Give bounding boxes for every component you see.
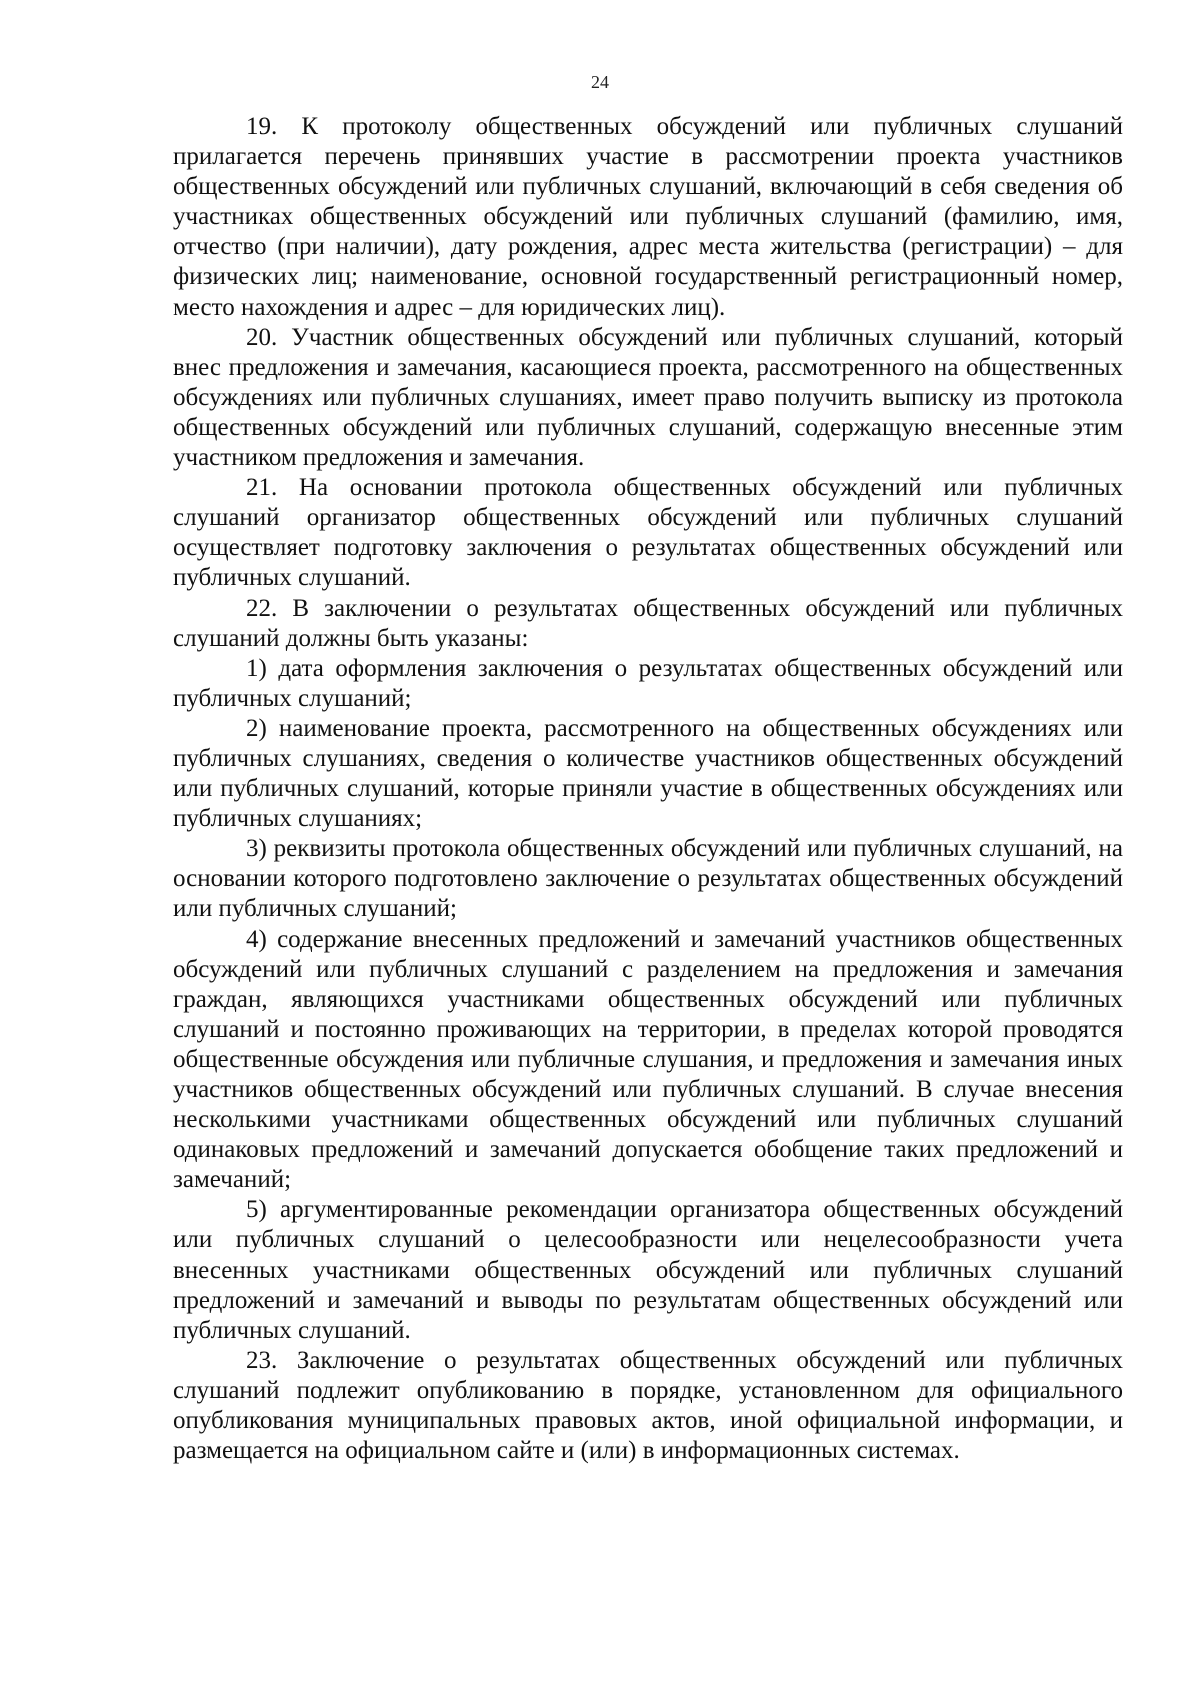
paragraph-19: 19. К протоколу общественных обсуждений или публичных слушаний прилагается перечень принявших участие в рассмотрении проекта участников общественных обсуждений или публичных слушаний, включающий в себя сведения об участниках общественных обсуждений или публичных слушаний (фамилию, имя, отчество (при наличии), дату рождения, адрес места жительства (регистрации) – для физических лиц; наименование, основной государственный регистрационный номер, место нахождения и адрес – для юридических лиц). (173, 113, 1123, 321)
list-item-3: 3) реквизиты протокола общественных обсуждений или публичных слушаний, на основании которого подготовлено заключение о результатах общественных обсуждений или публичных слушаний; (173, 835, 1123, 923)
paragraph-20: 20. Участник общественных обсуждений или публичных слушаний, который внес предложения и замечания, касающиеся проекта, рассмотренного на общественных обсуждениях или публичных слушаниях, имеет право получить выписку из протокола общественных обсуждений или публичных слушаний, содержащую внесенные этим участником предложения и замечания. (173, 323, 1123, 472)
paragraph-21: 21. На основании протокола общественных обсуждений или публичных слушаний организатор общественных обсуждений или публичных слушаний осуществляет подготовку заключения о результатах общественных обсуждений или публичных слушаний. (173, 474, 1123, 592)
list-item-5: 5) аргументированные рекомендации организатора общественных обсуждений или публичных слушаний о целесообразности или нецелесообразности учета внесенных участниками общественных обсуждений или публичных слушаний предложений и замечаний и выводы по результатам общественных обсуждений или публичных слушаний. (173, 1196, 1123, 1344)
list-item-2: 2) наименование проекта, рассмотренного на общественных обсуждениях или публичных слушаниях, сведения о количестве участников общественных обсуждений или публичных слушаний, которые приняли участие в общественных обсуждениях или публичных слушаниях; (173, 714, 1123, 833)
paragraph-23: 23. Заключение о результатах общественных обсуждений или публичных слушаний подлежит опубликованию в порядке, установленном для официального опубликования муниципальных правовых актов, иной официальной информации, и размещается на официальном сайте и (или) в информационных системах. (173, 1346, 1123, 1465)
document-body (173, 112, 1123, 1466)
paragraph-22: 22. В заключении о результатах общественных обсуждений или публичных слушаний должны быть указаны: (173, 594, 1123, 652)
list-item-4: 4) содержание внесенных предложений и замечаний участников общественных обсуждений или публичных слушаний с разделением на предложения и замечания граждан, являющихся участниками общественных обсуждений или публичных слушаний и постоянно проживающих на территории, в пределах которой проводятся общественные обсуждения или публичные слушания, и предложения и замечания иных участников общественных обсуждений или публичных слушаний. В случае внесения несколькими участниками общественных обсуждений или публичных слушаний одинаковых предложений и замечаний допускается обобщение таких предложений и замечаний; (173, 925, 1123, 1194)
page-number: 24 (591, 72, 609, 92)
list-item-1: 1) дата оформления заключения о результатах общественных обсуждений или публичных слушаний; (173, 654, 1123, 712)
